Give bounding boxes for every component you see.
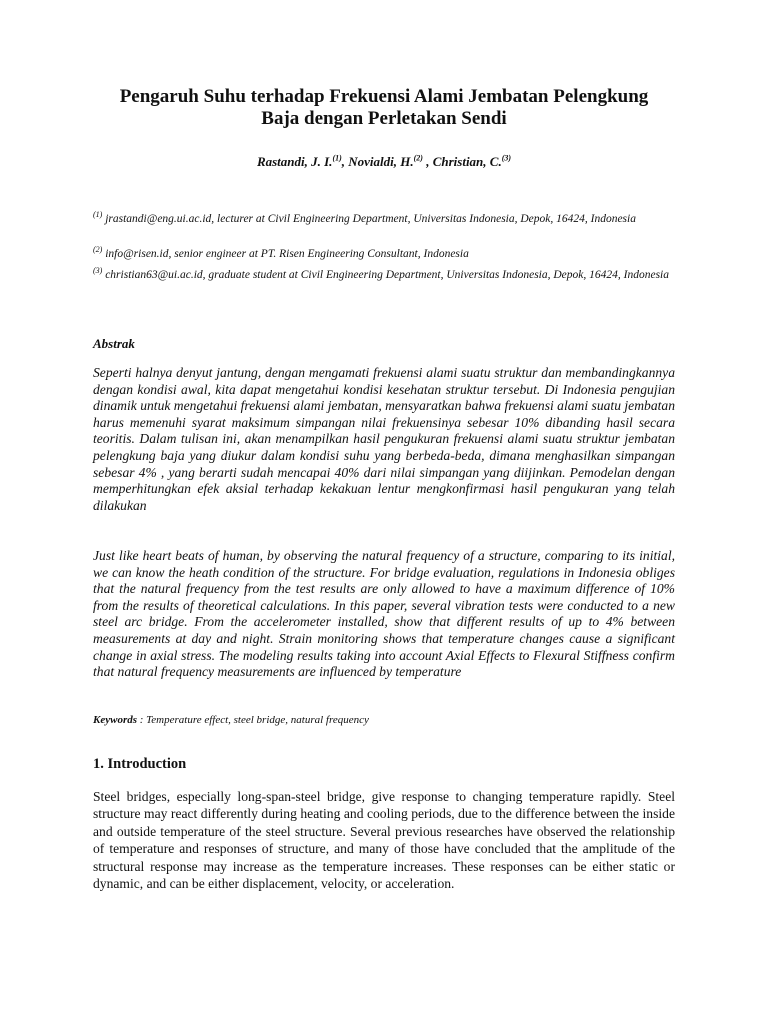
keywords-label: Keywords: [93, 714, 137, 726]
abstract-indonesian: Seperti halnya denyut jantung, dengan mengamati frekuensi alami suatu struktur dan membandingkannya dengan kondisi awal, kita dapat mengetahui kondisi kesehatan struktur tersebut. Di Indonesia pengujian dinamik untuk mengetahui frekuensi alami jembatan, mensyaratkan bahwa frekuensi alami suatu jembatan harus memenuhi syarat maksimum simpangan nilai frekuensinya sebesar 10% dibanding hasil secara teoritis. Dalam tulisan ini, akan menampilkan hasil pengukuran frekuensi alami suatu struktur jembatan pelengkung baja yang diukur dalam kondisi suhu yang berbeda-beda, dimana menghasilkan simpangan sebesar 4% , yang berarti sudah mencapai 40% dari nilai simpangan yang diijinkan. Pemodelan dengan memperhitungkan efek aksial terhadap kekakuan lentur mengkonfirmasi hasil pengukuran yang telah dilakukan: [93, 365, 675, 513]
affiliation-text: christian63@ui.ac.id, graduate student at Civil Engineering Department, Universitas Indonesia, Depok, 16424, Indonesia: [102, 269, 669, 281]
affiliation-text: info@risen.id, senior engineer at PT. Risen Engineering Consultant, Indonesia: [102, 248, 469, 260]
affiliation-3: [93, 268, 675, 283]
author-separator: ,: [341, 154, 349, 169]
abstract-english: Just like heart beats of human, by observing the natural frequency of a structure, comparing to its initial, we can know the heath condition of the structure. For bridge evaluation, regulations in Indonesia obliges that the natural frequency from the test results are only allowed to have a maximum difference of 10% from the results of theoretical calculations. In this paper, several vibration tests were conducted to a new steel arc bridge. From the accelerometer installed, show that different results of up to 4% between measurements at day and night. Strain monitoring shows that temperature changes cause a significant change in axial stress. The modeling results taking into account Axial Effects to Flexural Stiffness confirm that natural frequency measurements are influenced by temperature: [93, 548, 675, 680]
affiliation-mark: (2): [93, 245, 103, 255]
author-affiliation-mark: (3): [501, 153, 512, 163]
author-separator: ,: [422, 154, 433, 169]
paper-title-line-2: Baja dengan Perletakan Sendi: [261, 108, 507, 129]
section-heading-introduction: 1. Introduction: [93, 756, 187, 772]
keywords-line: [93, 713, 675, 727]
abstract-heading: Abstrak: [93, 336, 135, 351]
keywords-text: : Temperature effect, steel bridge, natural frequency: [137, 714, 369, 726]
affiliation-mark: (1): [93, 210, 103, 220]
introduction-paragraph: Steel bridges, especially long-span-steel bridge, give response to changing temperature rapidly. Steel structure may react differently during heating and cooling periods, due to the difference between the inside and outside temperature of the steel structure. Several previous researches have observed the relationship of temperature and responses of structure, and many of those have concluded that the amplitude of the structural response may increase as the temperature increases. These responses can be either static or dynamic, and can be either displacement, velocity, or acceleration.: [93, 789, 675, 892]
affiliation-2: [93, 247, 675, 262]
author-affiliation-mark: (2): [413, 153, 423, 163]
affiliation-mark: (3): [93, 266, 103, 276]
author-name: Christian, C.: [432, 154, 502, 169]
paper-title: [93, 86, 675, 130]
author-list: [93, 154, 675, 170]
author-name: Rastandi, J. I.: [256, 154, 333, 169]
author-name: Novialdi, H.: [348, 154, 414, 169]
affiliation-1: [93, 212, 675, 227]
affiliation-text: jrastandi@eng.ui.ac.id, lecturer at Civil Engineering Department, Universitas Indonesia, Depok, 16424, Indonesia: [102, 213, 636, 225]
author-affiliation-mark: (1): [332, 153, 342, 163]
paper-title-line-1: Pengaruh Suhu terhadap Frekuensi Alami Jembatan Pelengkung: [119, 86, 649, 107]
